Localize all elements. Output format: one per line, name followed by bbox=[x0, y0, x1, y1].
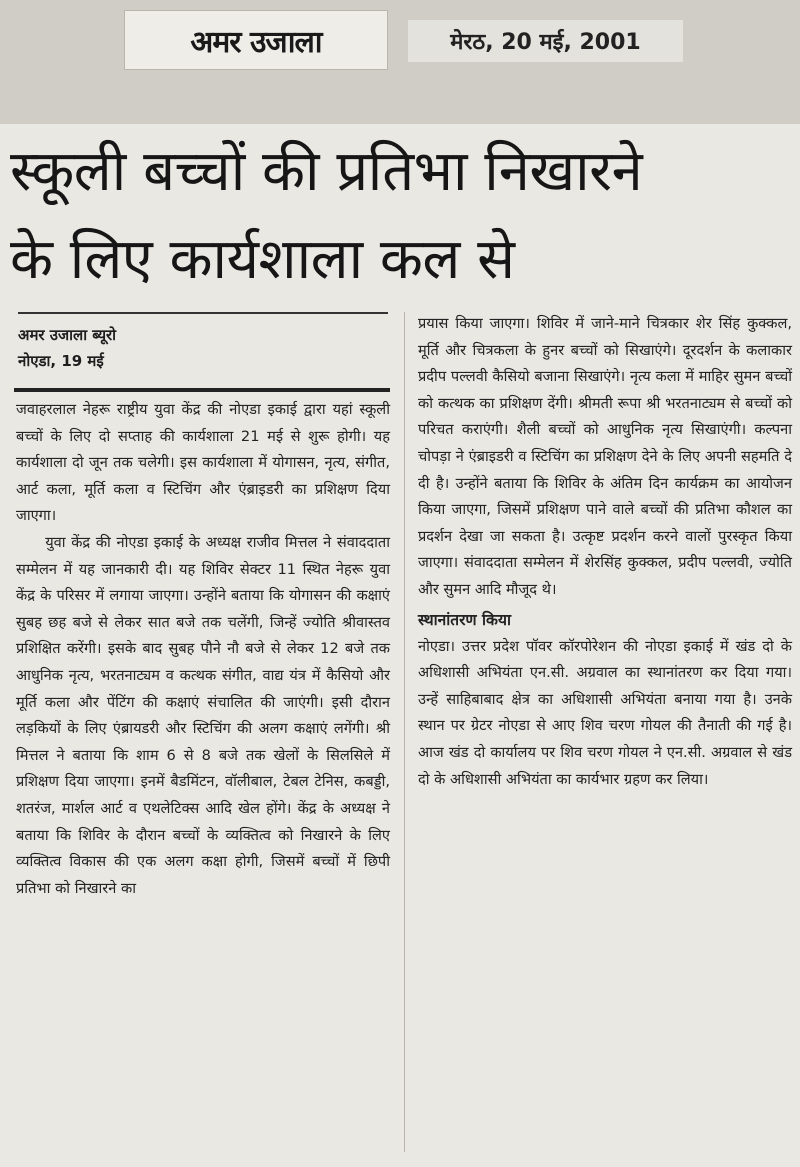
article-paragraph-2: युवा केंद्र की नोएडा इकाई के अध्यक्ष राजीव मित्तल ने संवाददाता सम्मेलन में यह जानकारी दी। यह शिविर सेक्टर 11 स्थित नेहरू युवा केंद्र के परिसर में लगाया जाएगा। उन्होंने बताया कि योगासन की कक्षाएं सुबह छह बजे से लेकर सात बजे तक चलेंगी, जिन्हें ज्योति श्रीवास्तव प्रशिक्षित करेंगी। इसके बाद सुबह पौने नौ बजे से लेकर 12 बजे तक आधुनिक नृत्य, भरतनाट्यम व कत्थक संगीत, वाद्य यंत्र में कैसियो और मूर्ति कला और पेंटिंग की कक्षाएं संचालित की जाएंगी। इसी दौरान लड़कियों के लिए एंब्रायडरी और स्टिचिंग की अलग कक्षाएं लगेंगी। श्री मित्तल ने बताया कि शाम 6 से 8 बजे तक खेलों के सिलसिले में प्रशिक्षण दिया जाएगा। इनमें बैडमिंटन, वॉलीबाल, टेबल टेनिस, कबड्डी, शतरंज, मार्शल आर्ट व एथलेटिक्स आदि खेल होंगे। केंद्र के अध्यक्ष ने बताया कि शिविर के दौरान बच्चों के व्यक्तित्व को निखारने के लिए व्यक्तित्व विकास की एक अलग कक्षा होगी, जिसमें बच्चों में छिपी प्रतिभा को निखारने का bbox=[16, 533, 390, 897]
column-divider bbox=[404, 312, 405, 1152]
byline-place-date: नोएडा, 19 मई bbox=[18, 352, 104, 370]
edition-dateline: मेरठ, 20 मई, 2001 bbox=[408, 20, 683, 62]
article-column-left bbox=[16, 397, 390, 902]
byline-divider bbox=[14, 388, 390, 392]
article-paragraph-1: जवाहरलाल नेहरू राष्ट्रीय युवा केंद्र की नोएडा इकाई द्वारा यहां स्कूली बच्चों के लिए दो सप्ताह की कार्यशाला 21 मई से शुरू होगी। यह कार्यशाला दो जून तक चलेगी। इस कार्यशाला में योगासन, नृत्य, संगीत, आर्ट कला, मूर्ति कला व स्टिचिंग और एंब्राइडरी का प्रशिक्षण दिया जाएगा। bbox=[16, 401, 390, 525]
sidebar-story-heading: स्थानांतरण किया bbox=[418, 610, 511, 629]
sidebar-story-body: नोएडा। उत्तर प्रदेश पॉवर कॉरपोरेशन की नोएडा इकाई में खंड दो के अधिशासी अभियंता एन.सी. अग्रवाल का स्थानांतरण कर दिया गया। उन्हें साहिबाबाद क्षेत्र का अधिशासी अभियंता बनाया गया है। उनके स्थान पर ग्रेटर नोएडा से आए शिव चरण गोयल की तैनाती की गई है। आज खंड दो कार्यालय पर शिव चरण गोयल ने एन.सी. अग्रवाल से खंड दो के अधिशासी अभियंता का कार्यभार ग्रहण कर लिया। bbox=[418, 637, 792, 788]
article-headline bbox=[10, 128, 790, 304]
article-byline bbox=[18, 312, 388, 374]
headline-line-1: स्कूली बच्चों की प्रतिभा निखारने bbox=[10, 139, 643, 204]
article-paragraph-3: प्रयास किया जाएगा। शिविर में जाने-माने चित्रकार शेर सिंह कुक्कल, मूर्ति और चित्रकला के हुनर बच्चों को सिखाएंगे। दूरदर्शन के कलाकार प्रदीप पल्लवी कैसियो बजाना सिखाएंगे। नृत्य कला में माहिर सुमन बच्चों को कत्थक का प्रशिक्षण देंगी। श्रीमती रूपा श्री भरतनाट्यम से बच्चों को परिचत कराएंगी। शैली बच्चों को आधुनिक नृत्य सिखाएंगी। कल्पना चोपड़ा ने एंब्राइडरी व स्टिचिंग का प्रशिक्षण देने के लिए अपनी सहमति दे दी है। उन्होंने बताया कि शिविर के अंतिम दिन कार्यक्रम का आयोजन किया जाएगा, जिसमें प्रशिक्षण पाने वाले बच्चों की प्रतिभा कौशल का प्रदर्शन देखा जा सकता है। उत्कृष्ट प्रदर्शन करने वालों पुरस्कृत किया जाएगा। संवाददाता सम्मेलन में शेरसिंह कुक्कल, प्रदीप पल्लवी, ज्योति और सुमन आदि मौजूद थे। bbox=[418, 315, 792, 598]
byline-source: अमर उजाला ब्यूरो bbox=[18, 326, 117, 344]
article-column-right bbox=[418, 311, 792, 793]
newspaper-masthead bbox=[124, 10, 388, 70]
headline-line-2: के लिए कार्यशाला कल से bbox=[10, 227, 515, 292]
newspaper-name: अमर उजाला bbox=[190, 24, 322, 60]
